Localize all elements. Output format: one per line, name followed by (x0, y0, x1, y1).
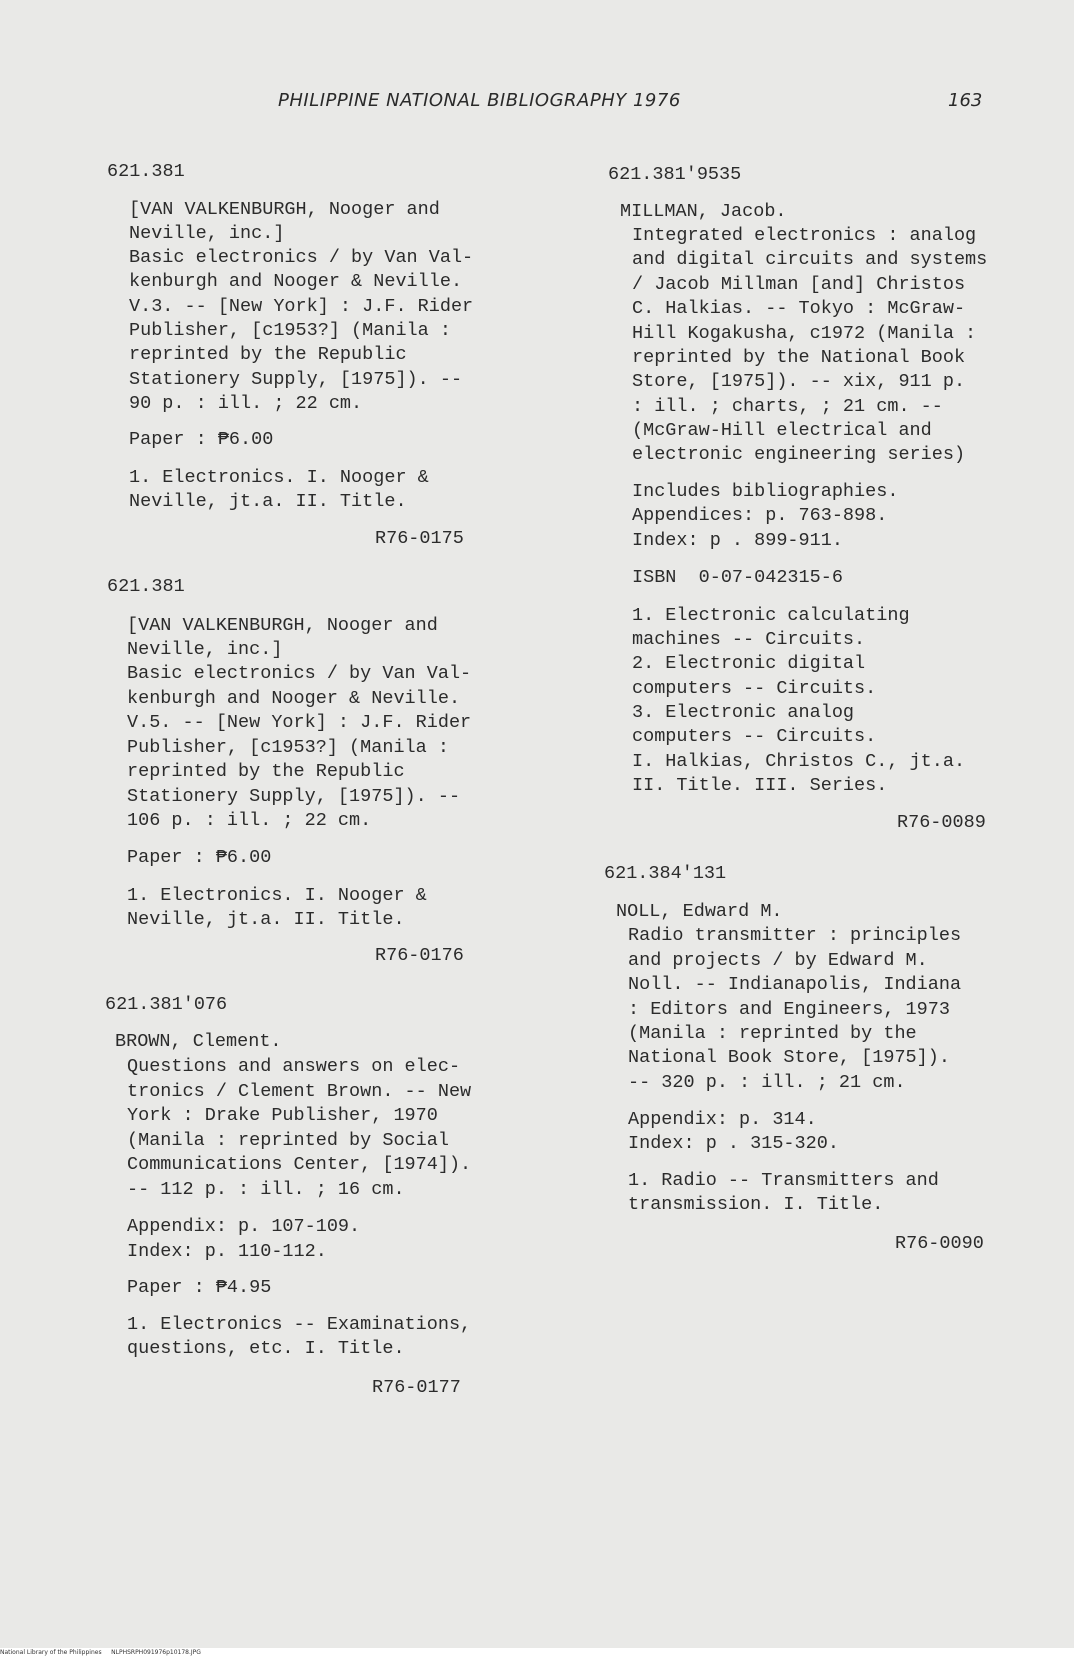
scan-credit (0, 1648, 201, 1657)
subject-line: 3. Electronic analog (632, 702, 855, 723)
entry-line: Radio transmitter : principles (628, 925, 962, 946)
subject-line: 1. Electronics. I. Nooger & (127, 885, 427, 906)
entry-line: Basic electronics / by Van Val- (129, 247, 474, 268)
subject-line: questions, etc. I. Title. (127, 1338, 405, 1359)
entry-line: kenburgh and Nooger & Neville. (129, 271, 463, 292)
note-line: Appendix: p. 314. (628, 1109, 817, 1130)
subject-line: 2. Electronic digital (632, 653, 866, 674)
entry-line: Integrated electronics : analog (632, 225, 977, 246)
subject-line: computers -- Circuits. (632, 678, 877, 699)
entry-line: NOLL, Edward M. (616, 901, 783, 922)
subject-line: transmission. I. Title. (628, 1194, 884, 1215)
entry-line: (McGraw-Hill electrical and (632, 420, 932, 441)
subject-line: Neville, jt.a. II. Title. (129, 491, 407, 512)
entry-line: Stationery Supply, [1975]). -- (129, 369, 463, 390)
library-credit: National Library of the Philippines (0, 1649, 102, 1656)
entry-line: and projects / by Edward M. (628, 950, 928, 971)
entry-line: 90 p. : ill. ; 22 cm. (129, 393, 363, 414)
isbn: ISBN 0-07-042315-6 (632, 567, 843, 588)
note-line: Index: p . 315-320. (628, 1133, 839, 1154)
entry-line: [VAN VALKENBURGH, Nooger and (129, 199, 440, 220)
entry-line: Stationery Supply, [1975]). -- (127, 786, 461, 807)
entry-line: Publisher, [c1953?] (Manila : (129, 320, 451, 341)
entry-line: -- 112 p. : ill. ; 16 cm. (127, 1179, 405, 1200)
entry-line: tronics / Clement Brown. -- New (127, 1081, 472, 1102)
note-line: Appendices: p. 763-898. (632, 505, 888, 526)
entry-line: Neville, inc.] (127, 639, 283, 660)
entry-line: 106 p. : ill. ; 22 cm. (127, 810, 372, 831)
entry-line: York : Drake Publisher, 1970 (127, 1105, 438, 1126)
entry-line: (Manila : reprinted by the (628, 1023, 917, 1044)
control-number: R76-0089 (897, 812, 986, 833)
page-header (0, 90, 1074, 114)
subject-line: II. Title. III. Series. (632, 775, 888, 796)
page-number: 163 (948, 90, 983, 111)
entry-line: : ill. ; charts, ; 21 cm. -- (632, 396, 943, 417)
entry-line: kenburgh and Nooger & Neville. (127, 688, 461, 709)
subject-line: 1. Electronics -- Examinations, (127, 1314, 472, 1335)
entry-line: -- 320 p. : ill. ; 21 cm. (628, 1072, 906, 1093)
subject-line: computers -- Circuits. (632, 726, 877, 747)
note-line: Includes bibliographies. (632, 481, 899, 502)
subject-line: 1. Radio -- Transmitters and (628, 1170, 939, 1191)
subject-line: I. Halkias, Christos C., jt.a. (632, 751, 966, 772)
entry-line: C. Halkias. -- Tokyo : McGraw- (632, 298, 966, 319)
entry-line: Questions and answers on elec- (127, 1056, 461, 1077)
price: Paper : ₱6.00 (127, 847, 272, 868)
entry-line: electronic engineering series) (632, 444, 966, 465)
entry-line: Communications Center, [1974]). (127, 1154, 472, 1175)
entry-line: : Editors and Engineers, 1973 (628, 999, 950, 1020)
entry-line: Publisher, [c1953?] (Manila : (127, 737, 449, 758)
price: Paper : ₱4.95 (127, 1277, 272, 1298)
entry-line: [VAN VALKENBURGH, Nooger and (127, 615, 438, 636)
file-identifier: NLPHSRPH091976p10178.JPG (111, 1649, 201, 1656)
price: Paper : ₱6.00 (129, 429, 274, 450)
entry-line: V.3. -- [New York] : J.F. Rider (129, 296, 474, 317)
running-title: PHILIPPINE NATIONAL BIBLIOGRAPHY 1976 (278, 90, 681, 111)
entry-line: Neville, inc.] (129, 223, 285, 244)
entry-line: Noll. -- Indianapolis, Indiana (628, 974, 962, 995)
control-number: R76-0175 (375, 528, 464, 549)
note-line: Index: p. 110-112. (127, 1241, 327, 1262)
entry-line: National Book Store, [1975]). (628, 1047, 950, 1068)
control-number: R76-0090 (895, 1233, 984, 1254)
entry-line: reprinted by the National Book (632, 347, 966, 368)
entry-line: BROWN, Clement. (115, 1031, 282, 1052)
control-number: R76-0176 (375, 945, 464, 966)
subject-line: Neville, jt.a. II. Title. (127, 909, 405, 930)
class-number: 621.381 (107, 161, 185, 182)
subject-line: machines -- Circuits. (632, 629, 866, 650)
entry-line: MILLMAN, Jacob. (620, 201, 787, 222)
note-line: Index: p . 899-911. (632, 530, 843, 551)
class-number: 621.381'9535 (608, 164, 742, 185)
subject-line: 1. Electronic calculating (632, 605, 910, 626)
entry-line: reprinted by the Republic (127, 761, 405, 782)
control-number: R76-0177 (372, 1377, 461, 1398)
class-number: 621.381 (107, 576, 185, 597)
subject-line: 1. Electronics. I. Nooger & (129, 467, 429, 488)
class-number: 621.384'131 (604, 863, 727, 884)
entry-line: reprinted by the Republic (129, 344, 407, 365)
entry-line: Store, [1975]). -- xix, 911 p. (632, 371, 966, 392)
entry-line: Basic electronics / by Van Val- (127, 663, 472, 684)
class-number: 621.381'076 (105, 994, 228, 1015)
entry-line: (Manila : reprinted by Social (127, 1130, 449, 1151)
entry-line: V.5. -- [New York] : J.F. Rider (127, 712, 472, 733)
entry-line: Hill Kogakusha, c1972 (Manila : (632, 323, 977, 344)
page-edge (1074, 0, 1081, 1658)
entry-line: / Jacob Millman [and] Christos (632, 274, 966, 295)
entry-line: and digital circuits and systems (632, 249, 988, 270)
note-line: Appendix: p. 107-109. (127, 1216, 361, 1237)
